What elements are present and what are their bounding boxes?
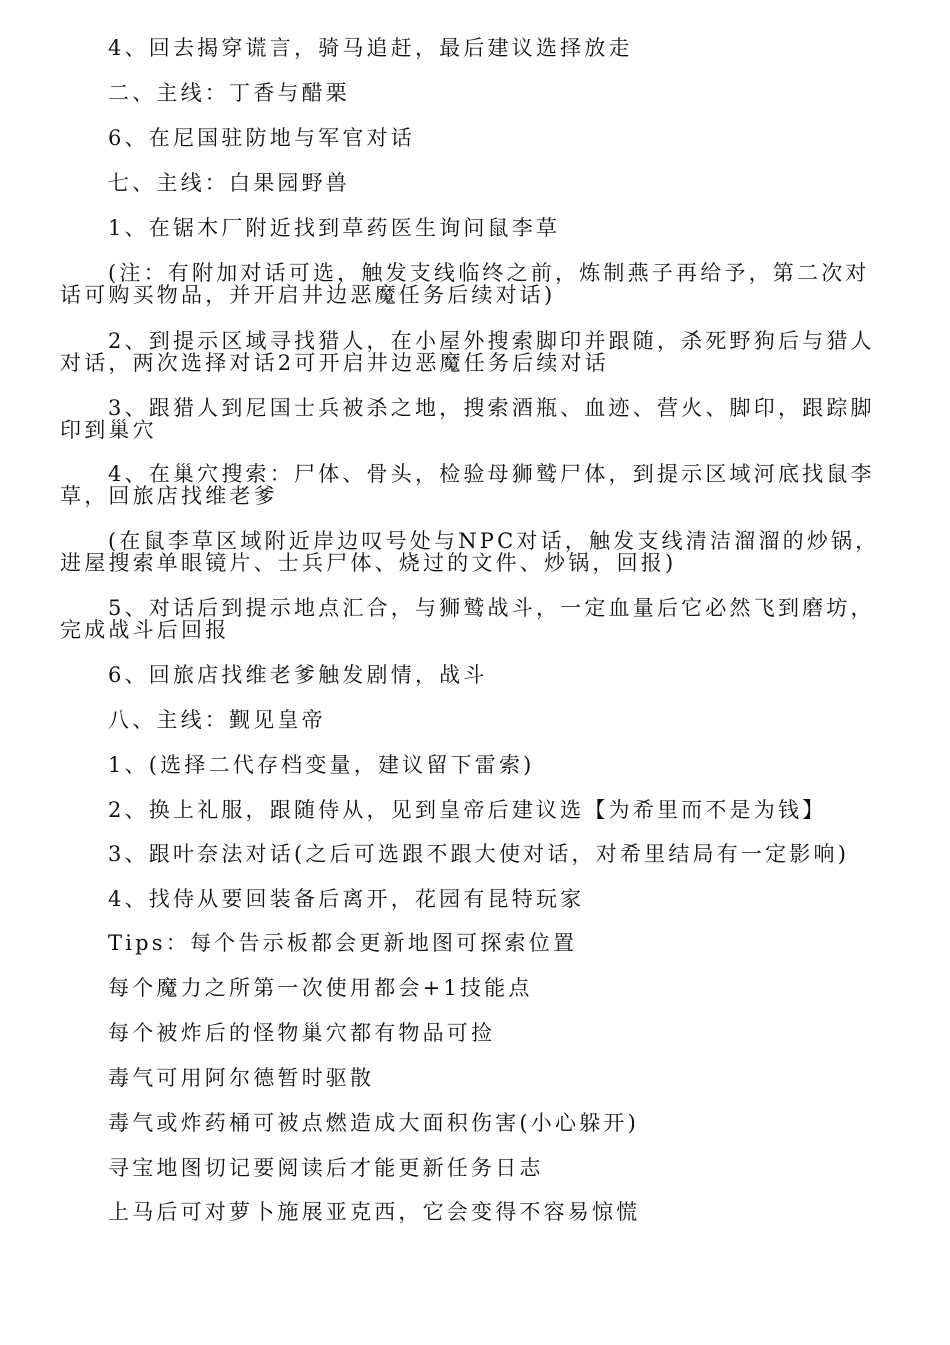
- tip-item-4: 毒气或炸药桶可被点燃造成大面积伤害(小心躲开): [108, 1111, 639, 1135]
- paragraph-16: 3、跟叶奈法对话(之后可选跟不跟大使对话，对希里结局有一定影响): [108, 842, 850, 866]
- paragraph-3: 6、在尼国驻防地与军官对话: [108, 126, 415, 150]
- section-heading-7: 七、主线：白果园野兽: [108, 171, 350, 195]
- paragraph-11: 5、对话后到提示地点汇合，与狮鹫战斗，一定血量后它必然飞到磨坊，完成战斗后回报: [60, 596, 875, 642]
- tip-item-5: 寻宝地图切记要阅读后才能更新任务日志: [108, 1156, 544, 1180]
- paragraph-1: 4、回去揭穿谎言，骑马追赶，最后建议选择放走: [108, 36, 633, 60]
- paragraph-17: 4、找侍从要回装备后离开，花园有昆特玩家: [108, 887, 585, 911]
- paragraph-10: (在鼠李草区域附近岸边叹号处与NPC对话，触发支线清洁溜溜的炒锅，进屋搜索单眼镜片、士兵尸体、烧过的文件、炒锅，回报): [60, 529, 880, 575]
- paragraph-14: 1、(选择二代存档变量，建议留下雷索): [108, 753, 535, 777]
- paragraph-12: 6、回旅店找维老爹触发剧情，战斗: [108, 663, 488, 687]
- paragraph-15: 2、换上礼服，跟随侍从，见到皇帝后建议选【为希里而不是为钱】: [108, 798, 827, 822]
- paragraph-9: 4、在巢穴搜索：尸体、骨头，检验母狮鹫尸体，到提示区域河底找鼠李草，回旅店找维老爹: [60, 462, 875, 508]
- tip-item-2: 每个被炸后的怪物巢穴都有物品可捡: [108, 1021, 496, 1045]
- paragraph-5: 1、在锯木厂附近找到草药医生询问鼠李草: [108, 216, 561, 240]
- section-heading-8: 八、主线：觐见皇帝: [108, 708, 326, 732]
- tips-heading: Tips：每个告示板都会更新地图可探索位置: [108, 931, 578, 955]
- tip-item-3: 毒气可用阿尔德暂时驱散: [108, 1066, 375, 1090]
- tip-item-1: 每个魔力之所第一次使用都会+1技能点: [108, 976, 533, 1000]
- paragraph-7: 2、到提示区域寻找猎人，在小屋外搜索脚印并跟随，杀死野狗后与猎人对话，两次选择对话2可开启井边恶魔任务后续对话: [60, 329, 875, 375]
- tip-item-6: 上马后可对萝卜施展亚克西，它会变得不容易惊慌: [108, 1200, 641, 1224]
- section-heading-2: 二、主线：丁香与醋栗: [108, 81, 350, 105]
- paragraph-6: (注：有附加对话可选，触发支线临终之前，炼制燕子再给予，第二次对话可购买物品，并开启井边恶魔任务后续对话): [60, 261, 870, 307]
- paragraph-8: 3、跟猎人到尼国士兵被杀之地，搜索酒瓶、血迹、营火、脚印，跟踪脚印到巢穴: [60, 396, 875, 442]
